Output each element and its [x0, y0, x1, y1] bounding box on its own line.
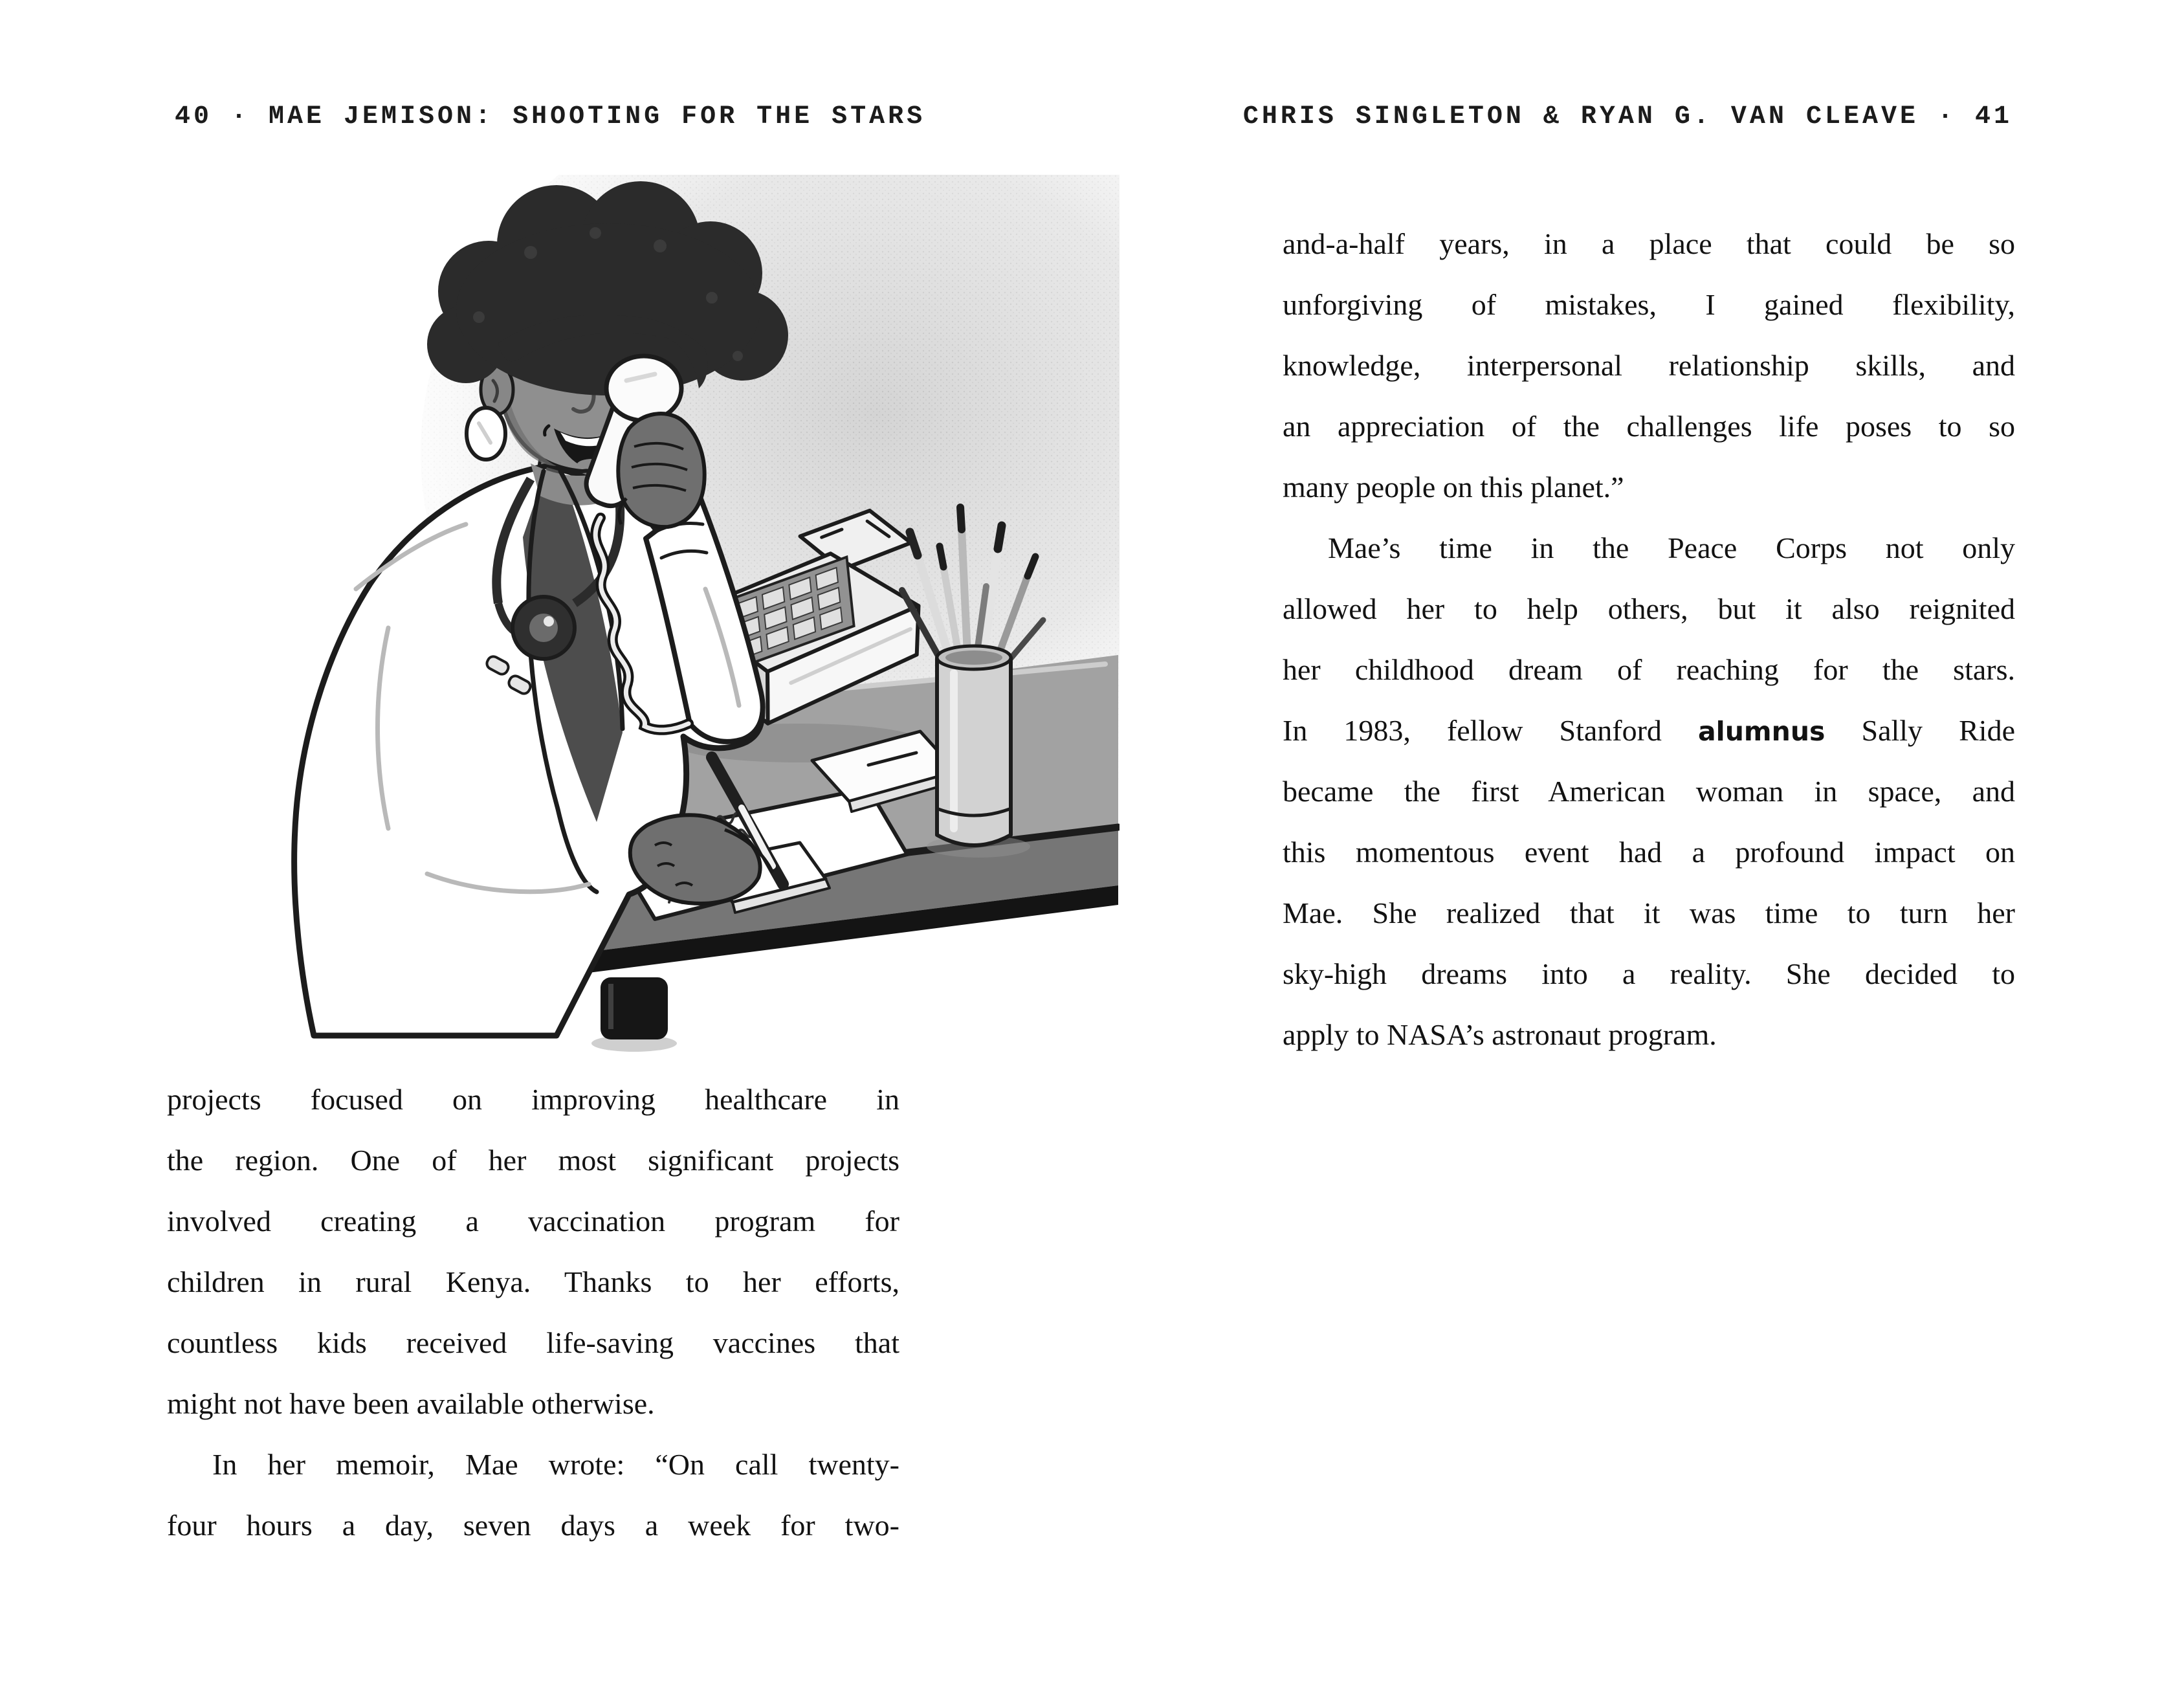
- text-line: her childhood dream of reaching for the stars.: [1283, 653, 2015, 686]
- text-line: allowed her to help others, but it also reignited: [1283, 592, 2015, 625]
- running-head-right: CHRIS SINGLETON & RYAN G. VAN CLEAVE · 41: [1242, 102, 2013, 131]
- text-line: sky-high dreams into a reality. She decided to: [1283, 957, 2015, 990]
- text-line: knowledge, interpersonal relationship skills, and: [1283, 349, 2015, 382]
- text-line: became the first American woman in space, and: [1283, 775, 2015, 808]
- text-line: the region. One of her most significant projects: [167, 1144, 899, 1177]
- text-segment: Sally Ride: [1825, 714, 2015, 747]
- text-line: In her memoir, Mae wrote: “On call twenty-: [212, 1448, 899, 1481]
- text-line: might not have been available otherwise.: [167, 1387, 655, 1420]
- text-line: children in rural Kenya. Thanks to her efforts,: [167, 1265, 899, 1298]
- right-page-text: [1283, 214, 2015, 1065]
- text-line: unforgiving of mistakes, I gained flexibility,: [1283, 288, 2015, 321]
- text-line: projects focused on improving healthcare in: [167, 1083, 899, 1116]
- text-line: many people on this planet.”: [1283, 471, 1624, 504]
- text-line: [1283, 700, 2015, 761]
- left-page-text: [167, 1069, 899, 1556]
- text-line: Mae’s time in the Peace Corps not only: [1328, 531, 2015, 564]
- text-line: Mae. She realized that it was time to turn her: [1283, 896, 2015, 929]
- running-head-left: 40 · MAE JEMISON: SHOOTING FOR THE STARS: [175, 102, 926, 131]
- text-segment: In 1983, fellow Stanford: [1283, 714, 1698, 747]
- paragraph: [1283, 214, 2015, 518]
- text-line: an appreciation of the challenges life poses to so: [1283, 410, 2015, 443]
- text-line: involved creating a vaccination program for: [167, 1205, 899, 1238]
- hand-on-handset: [618, 414, 704, 527]
- vocab-term-bold: alumnus: [1698, 716, 1826, 747]
- paragraph: [167, 1069, 899, 1434]
- paragraph: [167, 1434, 899, 1556]
- illustration-mae-on-phone: [194, 175, 1120, 1081]
- text-line: and-a-half years, in a place that could be so: [1283, 227, 2015, 260]
- text-line: this momentous event had a profound impact on: [1283, 836, 2015, 869]
- text-line: apply to NASA’s astronaut program.: [1283, 1018, 1717, 1051]
- text-line: countless kids received life-saving vaccines that: [167, 1326, 899, 1359]
- mae-doctor-illustration: [194, 175, 1120, 1081]
- paragraph: [1283, 518, 2015, 1065]
- text-line: four hours a day, seven days a week for two-: [167, 1509, 899, 1542]
